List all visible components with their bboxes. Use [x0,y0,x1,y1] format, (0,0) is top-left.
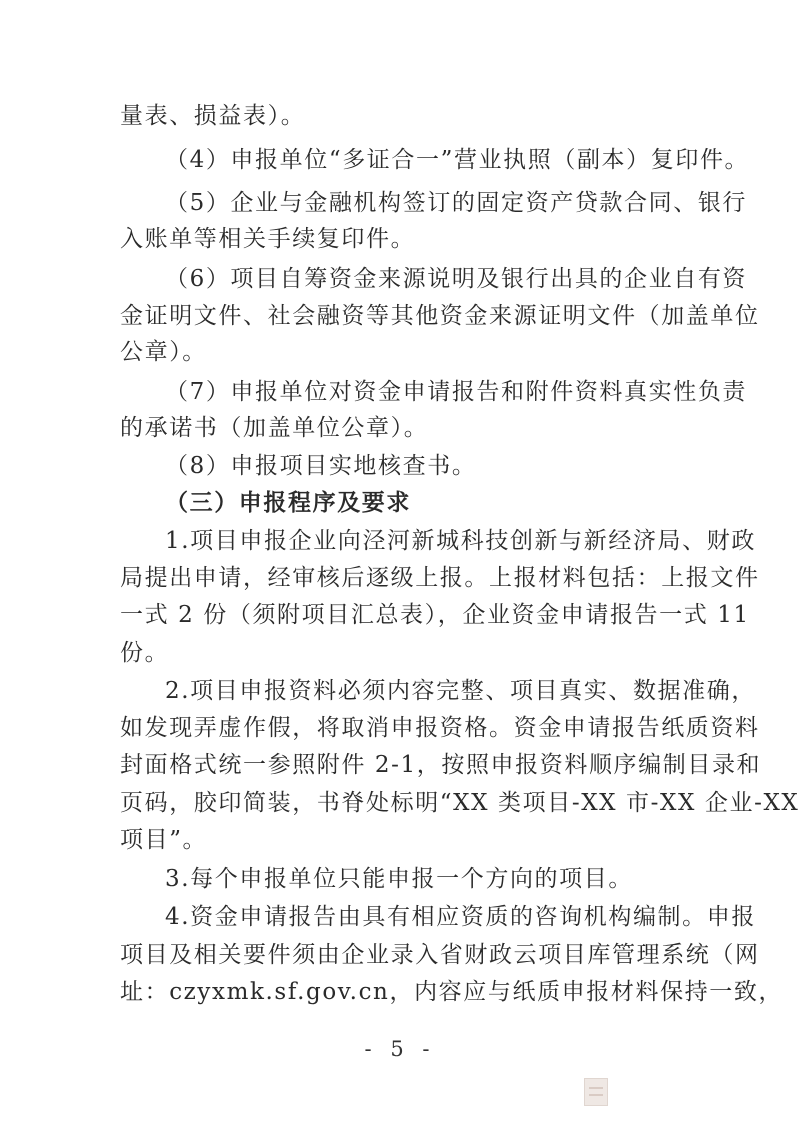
text-line-13: 局提出申请，经审核后逐级上报。上报材料包括：上报文件 [120,565,760,591]
text-line-21: 3.每个申报单位只能申报一个方向的项目。 [165,866,633,892]
text-line-6: 金证明文件、社会融资等其他资金来源证明文件（加盖单位 [120,303,760,329]
page-number: - 5 - [364,1037,436,1061]
text-line-22: 4.资金申请报告由具有相应资质的咨询机构编制。申报 [165,904,756,930]
text-line-19: 页码，胶印简装，书脊处标明“XX 类项目-XX 市-XX 企业-XX [120,790,800,816]
text-line-1: 量表、损益表）。 [120,103,306,129]
text-line-17: 如发现弄虚作假，将取消申报资格。资金申请报告纸质资料 [120,715,760,741]
section-heading: （三）申报程序及要求 [165,489,411,516]
text-line-16: 2.项目申报资料必须内容完整、项目真实、数据准确， [165,678,756,704]
text-line-7: 公章）。 [120,339,207,365]
text-line-5: （6）项目自筹资金来源说明及银行出具的企业自有资 [165,266,748,292]
text-line-24: 址：czyxmk.sf.gov.cn，内容应与纸质申报材料保持一致， [120,979,784,1005]
text-line-3: （5）企业与金融机构签订的固定资产贷款合同、银行 [165,190,748,216]
text-line-8: （7）申报单位对资金申请报告和附件资料真实性负责 [165,379,748,405]
text-line-20: 项目”。 [120,827,208,853]
text-line-2: （4）申报单位“多证合一”营业执照（副本）复印件。 [165,147,750,173]
text-line-14: 一式 2 份（须附项目汇总表），企业资金申请报告一式 11 [120,602,750,628]
text-line-18: 封面格式统一参照附件 2-1，按照申报资料顺序编制目录和 [120,752,762,778]
text-line-15: 份。 [120,640,170,666]
corner-stamp-mark [584,1078,608,1106]
text-line-4: 入账单等相关手续复印件。 [120,226,416,252]
text-line-10: （8）申报项目实地核查书。 [165,453,477,479]
text-line-9: 的承诺书（加盖单位公章）。 [120,415,429,441]
text-line-23: 项目及相关要件须由企业录入省财政云项目库管理系统（网 [120,942,760,968]
text-line-12: 1.项目申报企业向泾河新城科技创新与新经济局、财政 [165,528,756,554]
